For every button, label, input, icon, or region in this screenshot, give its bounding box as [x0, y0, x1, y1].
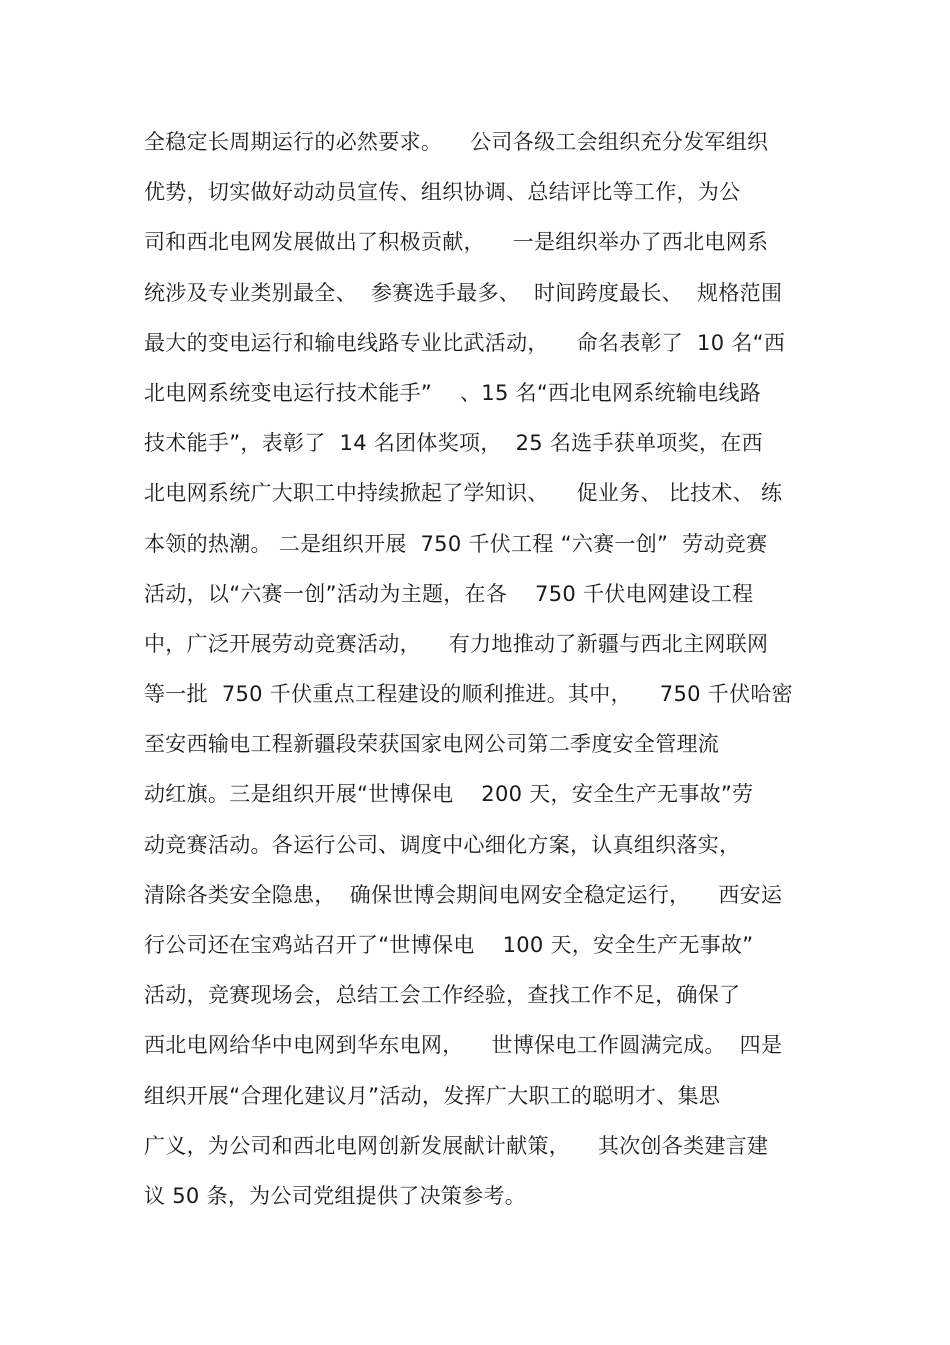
text-line: 组织开展“合理化建议月”活动，发挥广大职工的聪明才、集思	[144, 1083, 721, 1108]
text-line: 技术能手”，表彰了 14 名团体奖项， 25 名选手获单项奖，在西	[144, 431, 763, 456]
text-line: 北电网系统变电运行技术能手” 、15 名“西北电网系统输电线路	[144, 380, 762, 405]
text-line: 统涉及专业类别最全、 参赛选手最多、 时间跨度最长、 规格范围	[144, 280, 783, 305]
text-line: 全稳定长周期运行的必然要求。 公司各级工会组织充分发军组织	[144, 130, 769, 154]
text-line: 等一批 750 千伏重点工程建设的顺利推进。其中， 750 千伏哈密	[144, 682, 793, 707]
text-line: 广义，为公司和西北电网创新发展献计献策， 其次创各类建言建	[144, 1133, 769, 1158]
text-line: 中，广泛开展劳动竞赛活动， 有力地推动了新疆与西北主网联网	[144, 631, 769, 656]
text-line: 议 50 条，为公司党组提供了决策参考。	[144, 1183, 527, 1208]
text-line: 动红旗。三是组织开展“世博保电 200 天，安全生产无事故”劳	[144, 782, 754, 807]
text-line: 至安西输电工程新疆段荣获国家电网公司第二季度安全管理流	[144, 732, 720, 757]
text-line: 本领的热潮。 二是组织开展 750 千伏工程 “六赛一创” 劳动竞赛	[144, 531, 768, 556]
text-line: 动竞赛活动。各运行公司、调度中心细化方案，认真组织落实，	[144, 832, 741, 857]
body-paragraph	[144, 124, 824, 1228]
text-line: 优势，切实做好动动员宣传、组织协调、总结评比等工作，为公	[144, 180, 741, 205]
text-line: 西北电网给华中电网到华东电网， 世博保电工作圆满完成。 四是	[144, 1033, 783, 1058]
text-line: 活动，以“六赛一创”活动为主题，在各 750 千伏电网建设工程	[144, 581, 754, 606]
text-line: 司和西北电网发展做出了积极贡献， 一是组织举办了西北电网系	[144, 230, 769, 255]
text-line: 北电网系统广大职工中持续掀起了学知识、 促业务、 比技术、 练	[144, 481, 783, 506]
text-line: 活动，竞赛现场会，总结工会工作经验，查找工作不足，确保了	[144, 983, 741, 1008]
text-line: 行公司还在宝鸡站召开了“世博保电 100 天，安全生产无事故”	[144, 933, 754, 957]
text-line: 清除各类安全隐患， 确保世博会期间电网安全稳定运行， 西安运	[144, 882, 783, 907]
text-line: 最大的变电运行和输电线路专业比武活动， 命名表彰了 10 名“西	[144, 330, 786, 355]
